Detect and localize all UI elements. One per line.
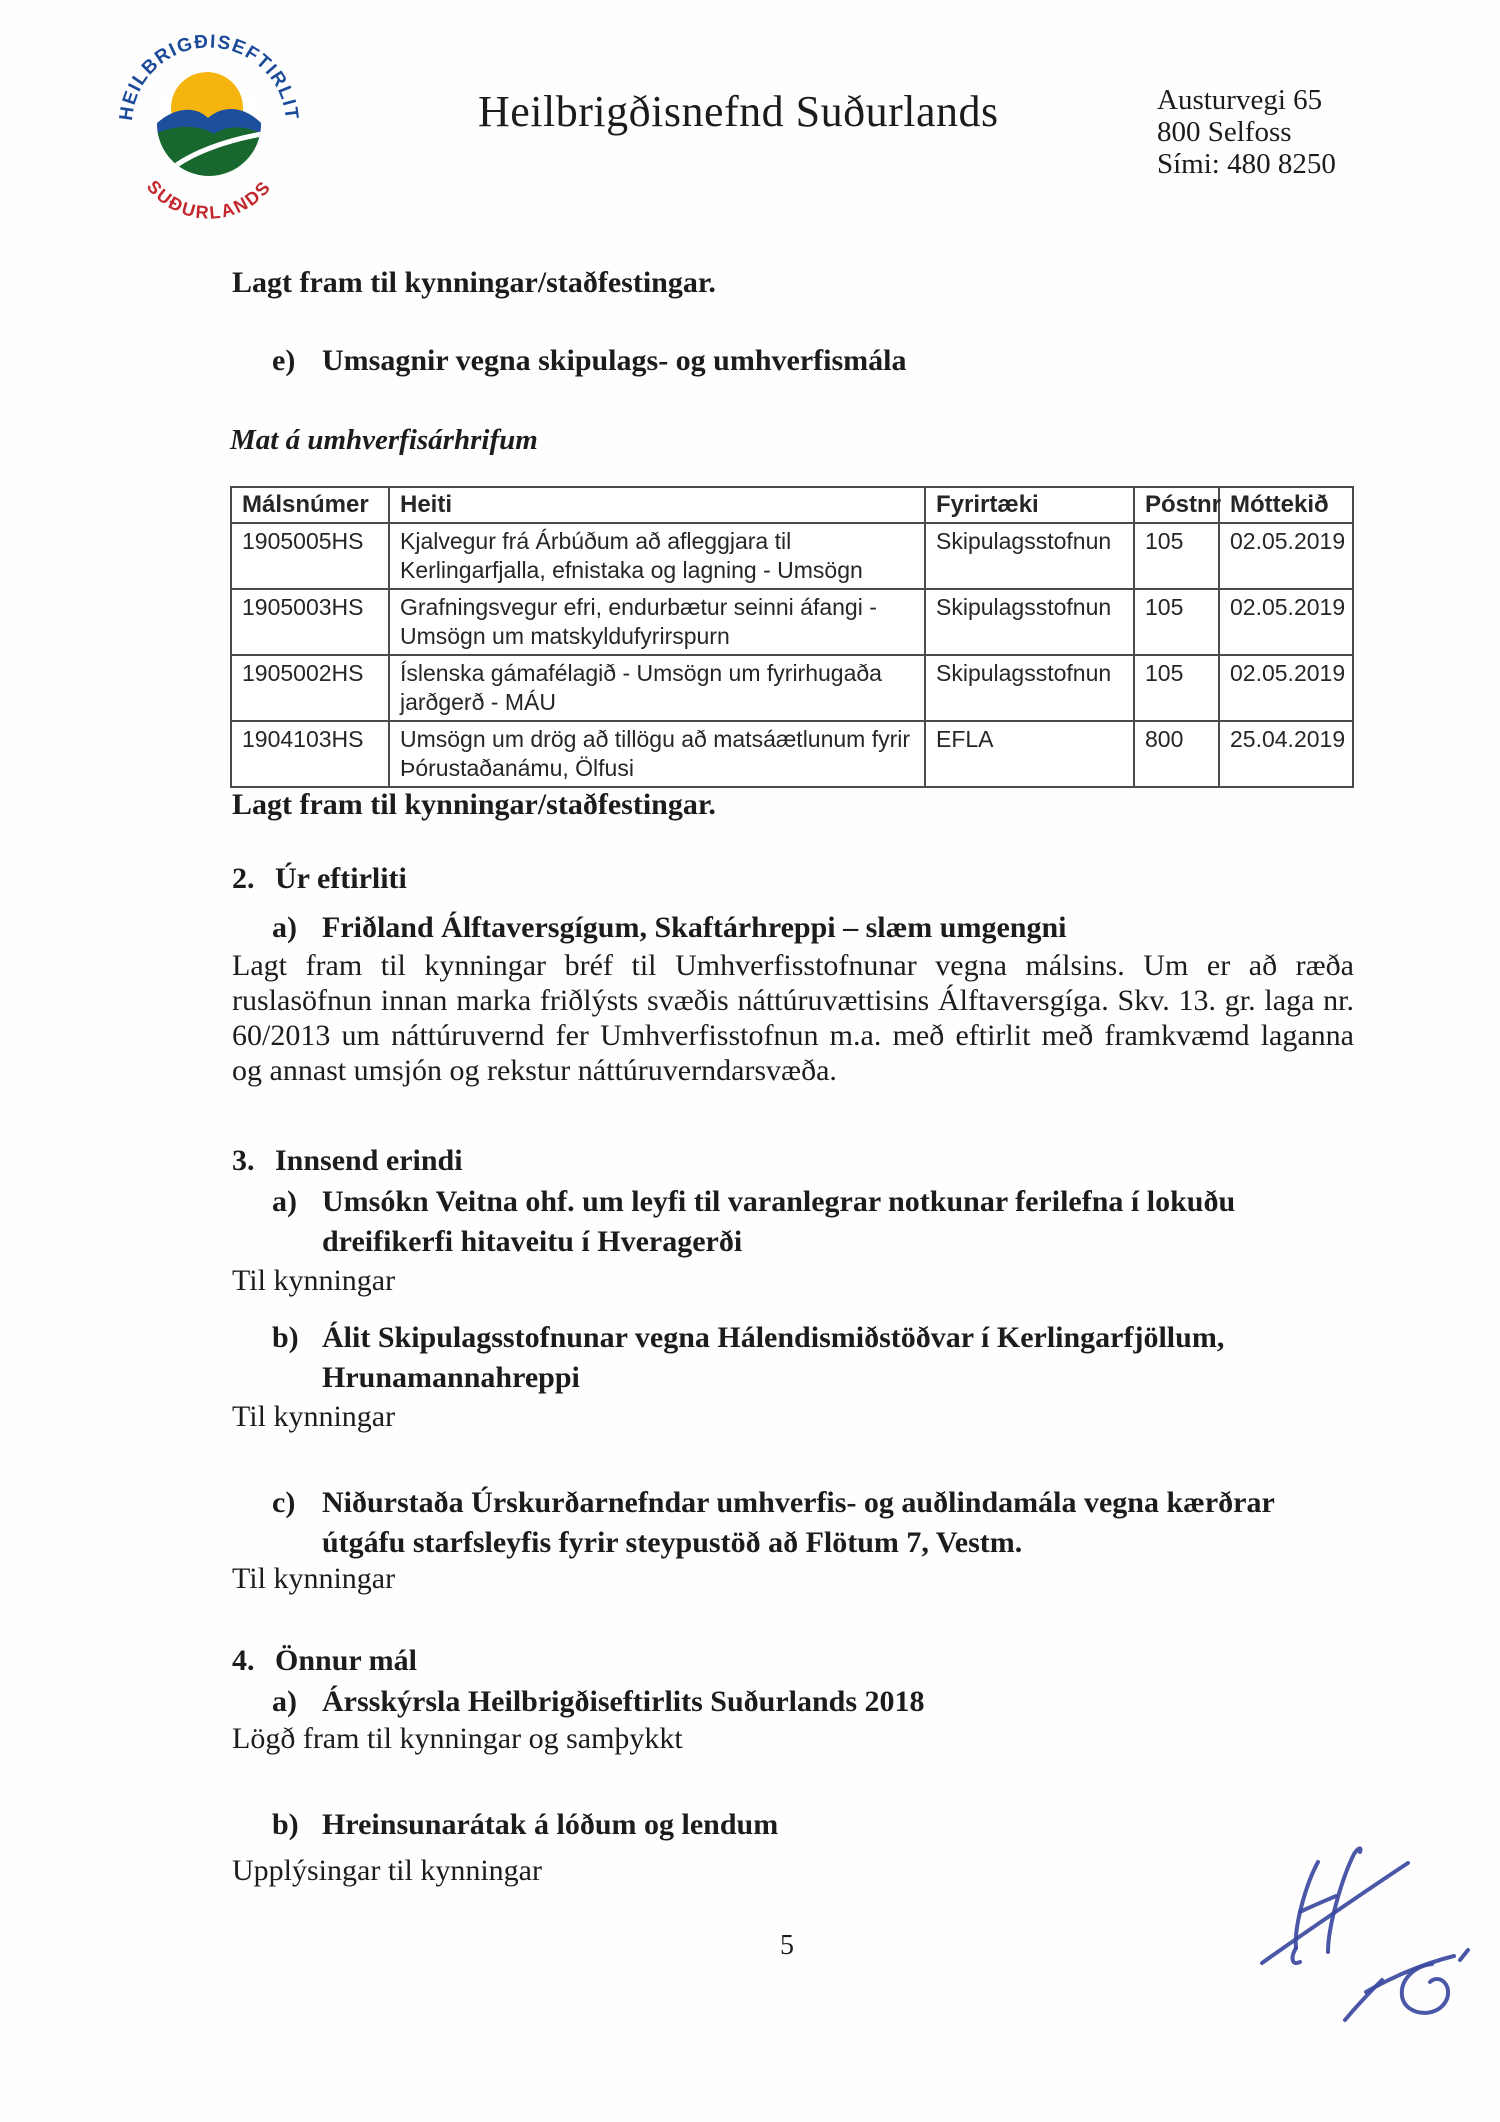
- item-title: Umsókn Veitna ohf. um leyfi til varanlegrar notkunar ferilefna í lokuðu dreifikerfi hitaveitu í Hveragerði: [322, 1185, 1236, 1258]
- signature-initials: [1170, 1840, 1480, 2055]
- status-line-after-table: Lagt fram til kynningar/staðfestingar.: [232, 788, 716, 821]
- col-header-postnr: Póstnr: [1134, 487, 1219, 523]
- cell-fyrirtaeki: Skipulagsstofnun: [925, 523, 1134, 589]
- logo-arc-top-text: HEILBRIGÐISEFTIRLIT: [115, 31, 303, 122]
- section-number: 4.: [232, 1644, 255, 1677]
- umsagnir-table: [230, 486, 1354, 788]
- status-line-top: Lagt fram til kynningar/staðfestingar.: [232, 266, 716, 299]
- col-header-heiti: Heiti: [389, 487, 925, 523]
- item-title: Álit Skipulagsstofnunar vegna Hálendismiðstöðvar í Kerlingarfjöllum, Hrunamannahreppi: [322, 1321, 1225, 1394]
- section-2-item-a: [272, 908, 1354, 948]
- page-title: Heilbrigðisnefnd Suðurlands: [478, 87, 999, 136]
- cell-malsnumer: 1905002HS: [231, 655, 389, 721]
- section-3-item-c: [272, 1483, 1354, 1563]
- cell-malsnumer: 1905003HS: [231, 589, 389, 655]
- cell-mottekid: 02.05.2019: [1219, 523, 1353, 589]
- section-3-item-b: [272, 1318, 1354, 1398]
- agenda-item-e: [272, 341, 1354, 381]
- table-row: [231, 589, 1353, 655]
- item-label: e): [272, 344, 296, 377]
- col-header-malsnumer: Málsnúmer: [231, 487, 389, 523]
- section-title: Önnur mál: [275, 1644, 417, 1677]
- table-row: [231, 655, 1353, 721]
- item-note: Til kynningar: [232, 1562, 396, 1595]
- org-logo: [104, 24, 314, 224]
- item-label: b): [272, 1808, 299, 1841]
- cell-fyrirtaeki: EFLA: [925, 721, 1134, 787]
- table-header-row: [231, 487, 1353, 523]
- item-note: Til kynningar: [232, 1400, 396, 1433]
- cell-heiti: Grafningsvegur efri, endurbætur seinni áfangi - Umsögn um matskyldufyrirspurn: [389, 589, 925, 655]
- cell-mottekid: 02.05.2019: [1219, 655, 1353, 721]
- address-phone: Sími: 480 8250: [1157, 148, 1336, 180]
- section-3-item-a: [272, 1182, 1354, 1262]
- cell-heiti: Kjalvegur frá Árbúðum að afleggjara til Kerlingarfjalla, efnistaka og lagning - Umsögn: [389, 523, 925, 589]
- cell-fyrirtaeki: Skipulagsstofnun: [925, 655, 1134, 721]
- section-number: 2.: [232, 862, 255, 895]
- item-note: Til kynningar: [232, 1264, 396, 1297]
- section-title: Innsend erindi: [275, 1144, 463, 1177]
- item-label: a): [272, 1685, 297, 1718]
- section-4-item-b: [272, 1805, 1354, 1845]
- item-label: a): [272, 911, 297, 944]
- logo-arc-bottom-text: SUÐURLANDS: [142, 176, 276, 223]
- table-row: [231, 523, 1353, 589]
- section-4-heading: [232, 1644, 417, 1678]
- item-label: c): [272, 1486, 296, 1519]
- section-number: 3.: [232, 1144, 255, 1177]
- page-number: 5: [780, 1930, 794, 1961]
- item-title: Friðland Álftaversgígum, Skaftárhreppi – slæm umgengni: [322, 911, 1067, 944]
- signature-stroke: [1460, 1950, 1468, 1960]
- col-header-fyrirtaeki: Fyrirtæki: [925, 487, 1134, 523]
- cell-malsnumer: 1905005HS: [231, 523, 389, 589]
- section-title: Úr eftirliti: [275, 862, 407, 895]
- item-note: Lögð fram til kynningar og samþykkt: [232, 1722, 683, 1755]
- cell-postnr: 105: [1134, 523, 1219, 589]
- address-street: Austurvegi 65: [1157, 84, 1323, 116]
- cell-postnr: 105: [1134, 655, 1219, 721]
- section-2-body: Lagt fram til kynningar bréf til Umhverfisstofnunar vegna málsins. Um er að ræða ruslasöfnun innan marka friðlýsts svæðis náttúruvættisins Álftaversgíga. Skv. 13. gr. laga nr. 60/2013 um náttúruvernd fer Umhverfisstofnun m.a. með eftirlit með framkvæmd laganna og annast umsjón og rekstur náttúruverndarsvæða.: [232, 949, 1354, 1087]
- cell-postnr: 800: [1134, 721, 1219, 787]
- table-caption: Mat á umhverfisárhrifum: [230, 424, 538, 456]
- item-title: Umsagnir vegna skipulags- og umhverfismála: [322, 344, 907, 377]
- section-3-heading: [232, 1144, 463, 1178]
- item-label: a): [272, 1185, 297, 1218]
- item-title: Hreinsunarátak á lóðum og lendum: [322, 1808, 779, 1841]
- org-address: [1157, 84, 1336, 180]
- cell-heiti: Íslenska gámafélagið - Umsögn um fyrirhugaða jarðgerð - MÁU: [389, 655, 925, 721]
- address-city: 800 Selfoss: [1157, 116, 1292, 148]
- signature-stroke: [1293, 1948, 1300, 1963]
- item-label: b): [272, 1321, 299, 1354]
- cell-malsnumer: 1904103HS: [231, 721, 389, 787]
- table-row: [231, 721, 1353, 787]
- cell-fyrirtaeki: Skipulagsstofnun: [925, 589, 1134, 655]
- item-note: Upplýsingar til kynningar: [232, 1854, 542, 1887]
- cell-postnr: 105: [1134, 589, 1219, 655]
- cell-mottekid: 02.05.2019: [1219, 589, 1353, 655]
- col-header-mottekid: Móttekið: [1219, 487, 1353, 523]
- section-2-heading: [232, 862, 407, 896]
- cell-mottekid: 25.04.2019: [1219, 721, 1353, 787]
- item-title: Niðurstaða Úrskurðarnefndar umhverfis- og auðlindamála vegna kærðrar útgáfu starfsleyfis fyrir steypustöð að Flötum 7, Vestm.: [322, 1486, 1275, 1559]
- cell-heiti: Umsögn um drög að tillögu að matsáætlunum fyrir Þórustaðanámu, Ölfusi: [389, 721, 925, 787]
- section-4-item-a: [272, 1682, 1354, 1722]
- item-title: Ársskýrsla Heilbrigðiseftirlits Suðurlands 2018: [322, 1685, 925, 1718]
